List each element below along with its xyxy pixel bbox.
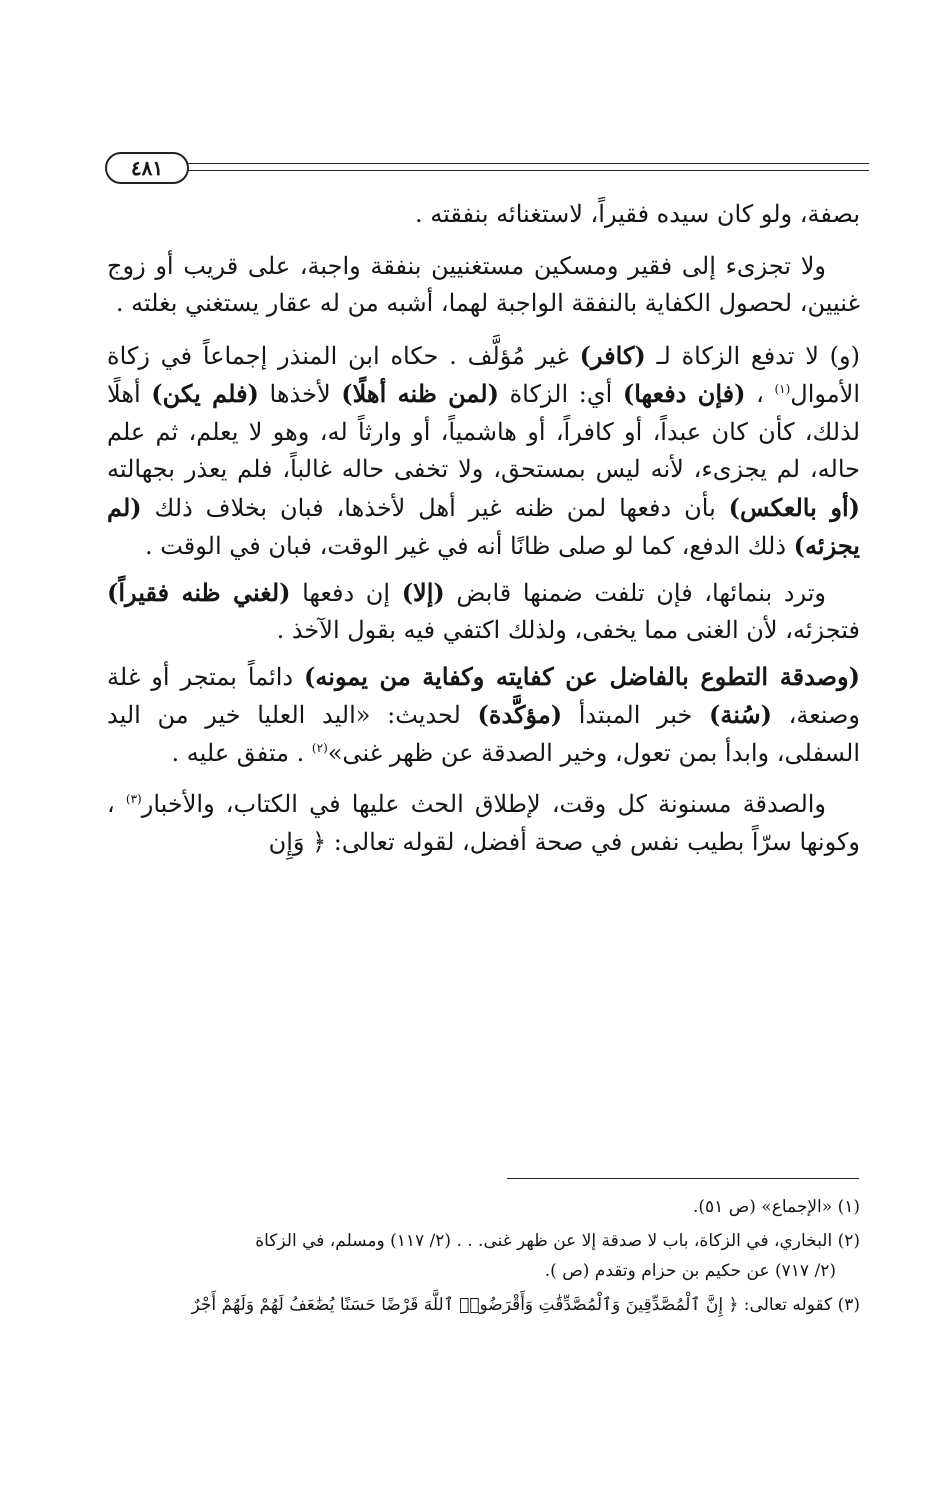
bold-term: (أو بالعكس) [728,492,861,522]
bold-term: (فلم يكن) [151,379,259,408]
bold-term: (فإن دفعها) [622,379,746,408]
text-run: ، وكونها سرّاً بطيب نفس في صحة أفضل، لقوله تعالى: ﴿ وَإِن [107,790,860,856]
bold-term: (وصدقة التطوع بالفاضل عن كفايته وكفاية من يمونه) [304,661,861,691]
text-run: لأخذها [258,380,342,408]
paragraph-1 [107,196,860,234]
text-run: أهلًا لذلك، كأن كان عبداً، أو كافراً، أو هاشمياً، أو وارثاً له، وهو لا يعلم، ثم علم حاله، لم يجزىء، لأنه ليس بمستحق، ولا تخفى حاله غالباً، فلم يعذر بجهالته [107,380,861,483]
text-run: ولا تجزىء إلى فقير ومسكين مستغنيين بنفقة واجبة، على قريب أو زوج غنيين، لحصول الكفاية بالنفقة الواجبة لهما، أشبه من له عقار يستغني بغلته . [107,251,860,317]
text-run: غير مُؤلَّف . حكاه ابن المنذر إجماعاً في زكاة الأموال [107,341,860,408]
footnote-ref: (٣) [125,792,142,806]
footnotes [107,1192,860,1324]
bold-term: (لغني ظنه فقيراً) [107,577,291,607]
main-text [107,196,860,869]
text-run: وترد بنمائها، فإن تلفت ضمنها قابض [444,578,826,607]
bold-term: (كافر) [579,340,646,370]
footnote-2: (٢) البخاري، في الزكاة، باب لا صدقة إلا عن ظهر غنى. . . (٢/ ١١٧) ومسلم، في الزكاة [255,1231,860,1251]
footnote-3: (٣) كقوله تعالى: ﴿ إِنَّ ٱلْمُصَّدِّقِينَ وَٱلْمُصَّدِّقَٰتِ وَأَقْرَضُوا۟ ٱللَّهَ قَرْضًا حَسَنًا يُضَٰعَفُ لَهُمْ وَلَهُمْ أَجْرٌ [191,1295,860,1315]
text-run: فتجزئه، لأن الغنى مما يخفى، ولذلك اكتفي فيه بقول الآخذ . [276,616,860,644]
header-rule-top [187,163,869,164]
paragraph-3 [107,337,860,566]
header-rule-bottom [187,170,869,171]
text-run: (و) لا تدفع الزكاة لـ [645,341,860,370]
page-number: ٤٨١ [130,156,164,180]
text-run: ذلك الدفع، كما لو صلى ظانًا أنه في غير الوقت، فبان في الوقت . [144,532,794,560]
bold-term: (لم يجزئه) [107,492,860,560]
bold-term: (لمن ظنه أهلًا) [341,379,499,408]
footnote-1: (١) «الإجماع» (ص ٥١). [692,1197,860,1217]
paragraph-6 [107,786,860,861]
footnote-ref: (١) [774,382,791,396]
bold-term: (سُنة) [709,700,772,729]
bold-term: (إلا) [401,577,445,607]
footnote-separator [507,1178,859,1179]
text-run: . متفق عليه . [171,738,312,767]
footnote-ref: (٢) [311,740,328,755]
text-run: دائماً بمتجر أو غلة وصنعة، [107,662,860,729]
text-run: بصفة، ولو كان سيده فقيراً، لاستغنائه بنفقته . [414,200,860,228]
paragraph-2 [107,248,860,323]
text-run: أي: الزكاة [498,380,623,408]
paragraph-4 [107,574,860,650]
footnote-2-continued: (٢/ ٧١٧) عن حكيم بن حزام وتقدم (ص ). [544,1261,836,1281]
text-run: إن دفعها [290,578,402,607]
text-run: لحديث: «اليد العليا خير من اليد السفلى، وابدأ بمن تعول، وخير الصدقة عن ظهر غنى» [107,701,860,767]
page-number-badge [105,152,189,184]
paragraph-5 [107,658,860,773]
text-run: خبر المبتدأ [562,701,709,729]
text-run: بأن دفعها لمن ظنه غير أهل لأخذها، فبان بخلاف ذلك [141,493,729,522]
page-header [105,152,869,184]
text-run: ، [745,380,775,408]
bold-term: (مؤكَّدة) [477,700,563,729]
text-run: والصدقة مسنونة كل وقت، لإطلاق الحث عليها في الكتاب، والأخبار [141,790,827,818]
